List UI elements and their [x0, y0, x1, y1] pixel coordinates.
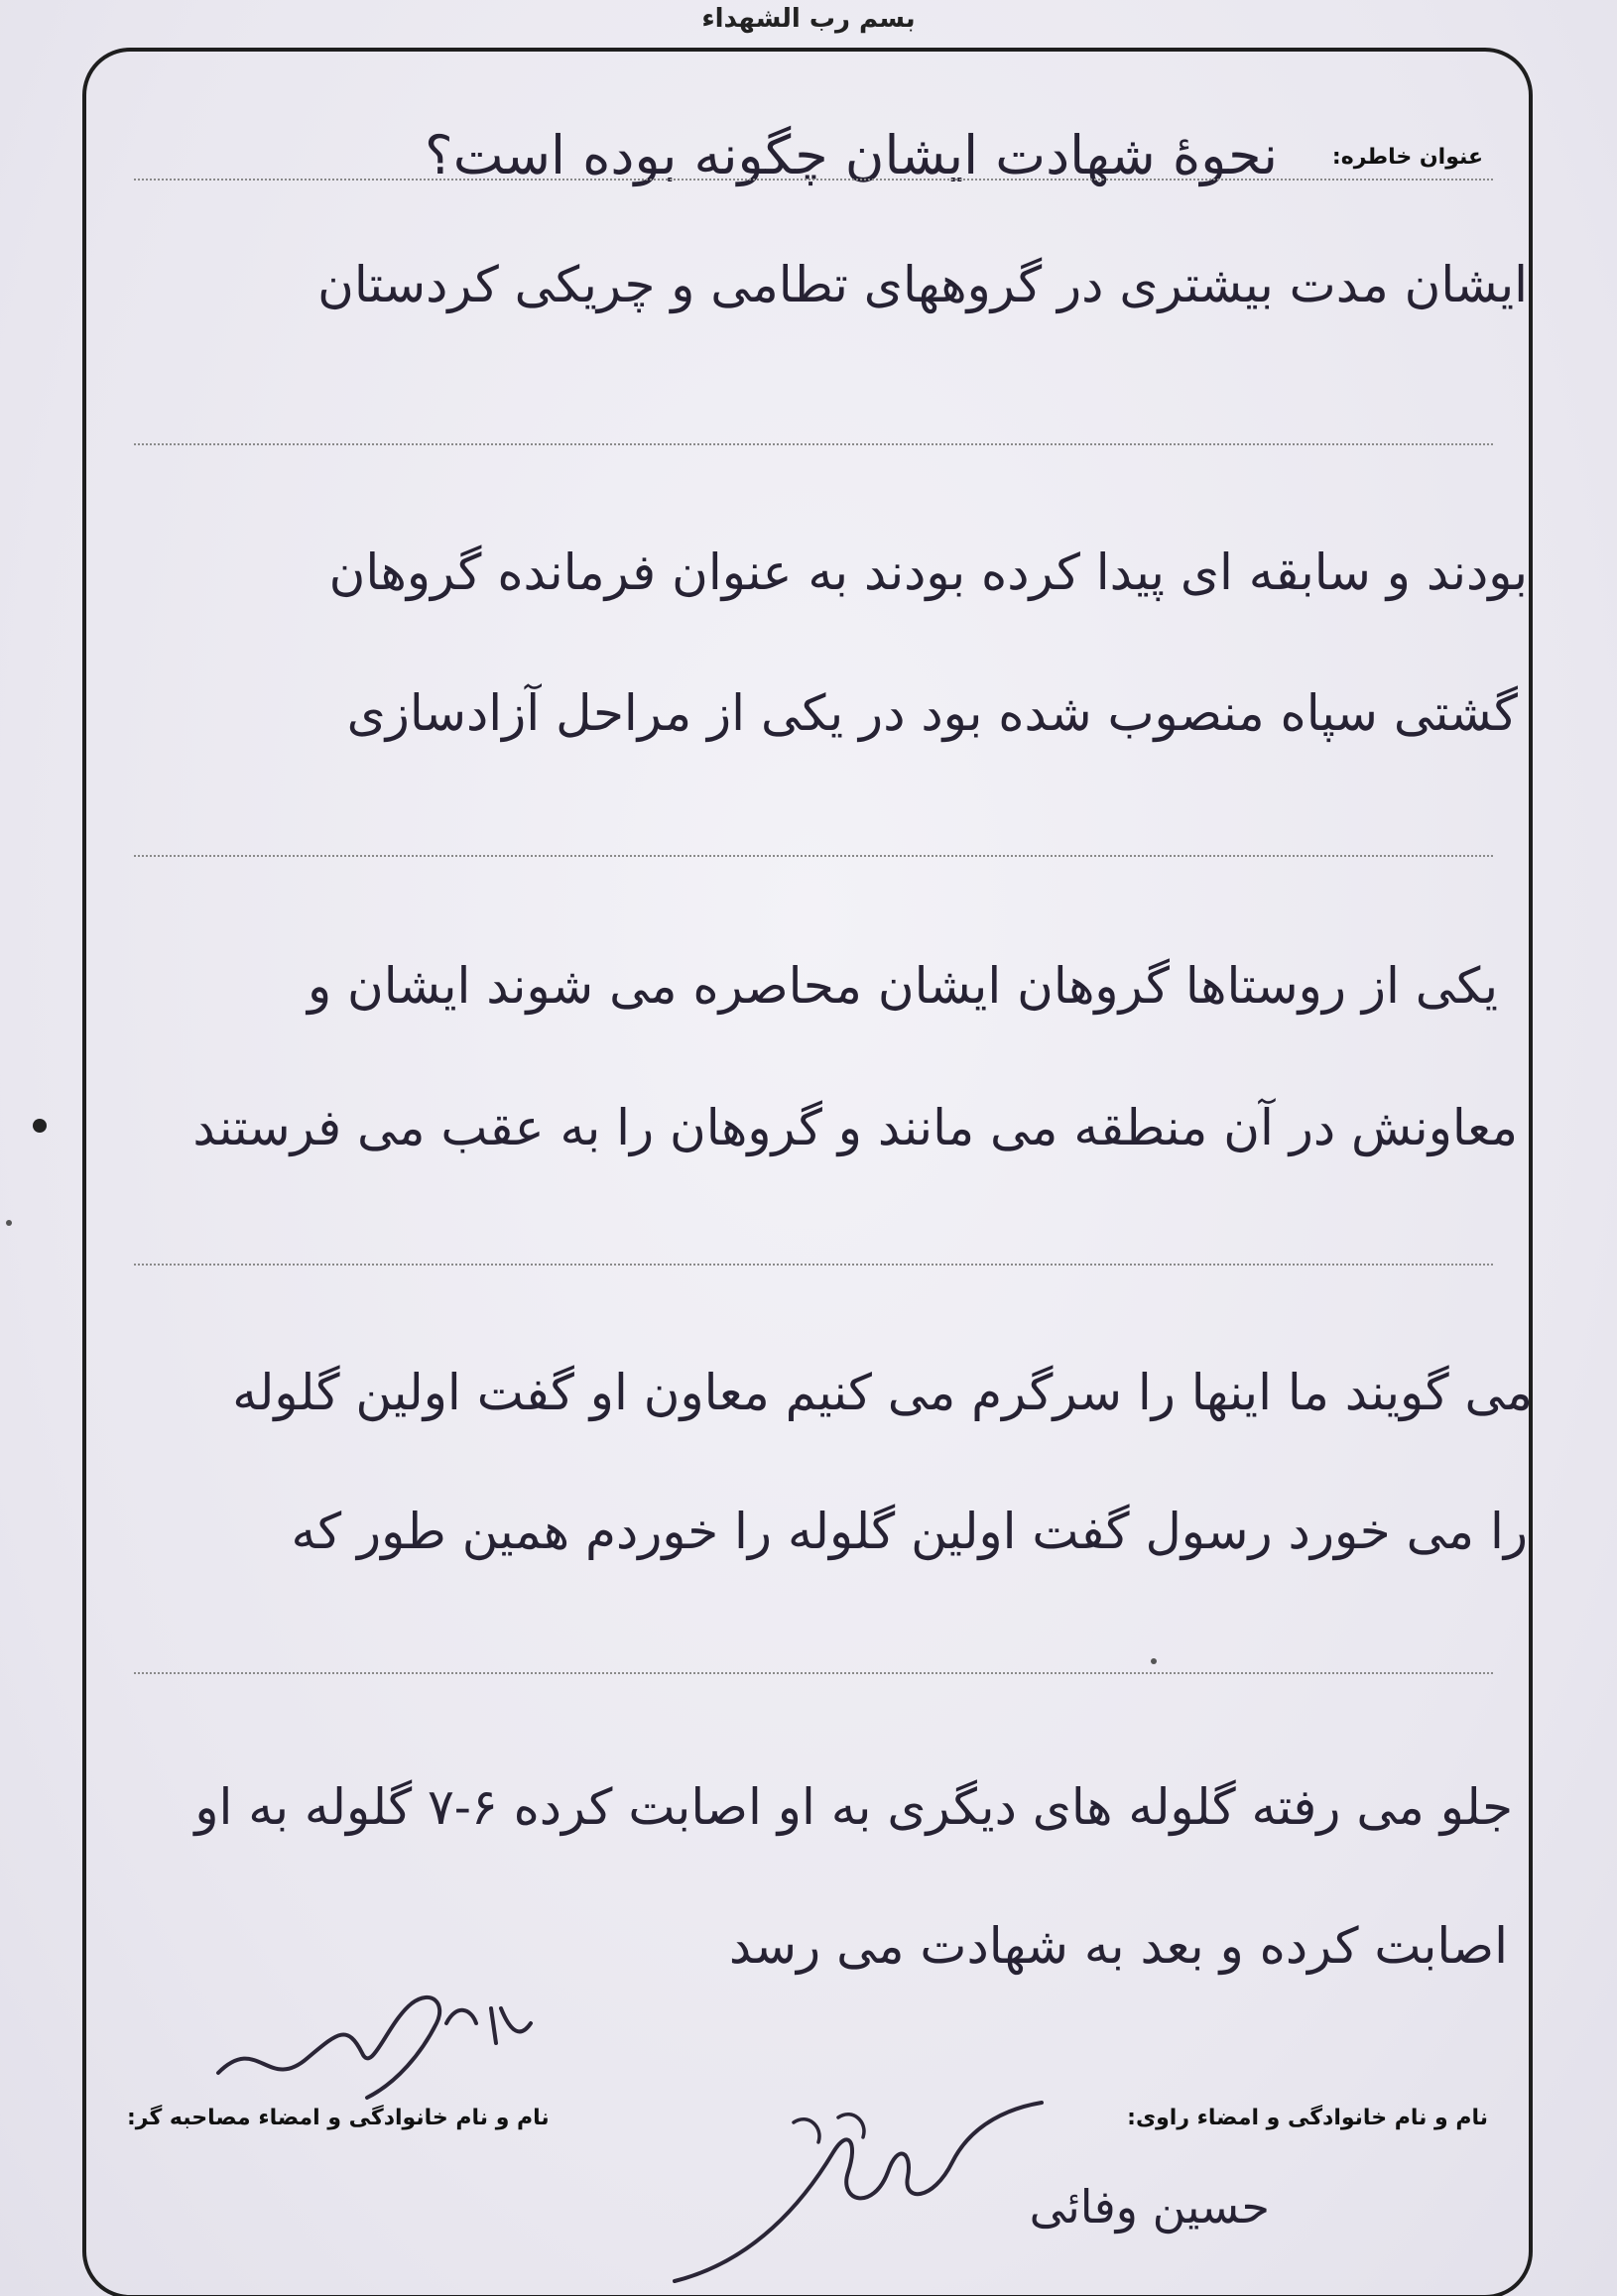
memoir-line: جلو می رفته گلوله های دیگری به او اصابت کرده ۶-۷ گلوله به او	[194, 1778, 1513, 1836]
memoir-line: را می خورد رسول گفت اولین گلوله را خوردم همین طور که	[291, 1503, 1528, 1560]
margin-dot	[6, 1220, 12, 1226]
narrator-signature	[635, 2083, 1052, 2296]
ruled-line	[134, 855, 1493, 857]
ruled-line	[134, 1264, 1493, 1266]
topic-label: عنوان خاطره:	[1331, 145, 1483, 170]
narrator-label: نام و نام خانوادگی و امضاء راوی:	[1127, 2106, 1488, 2130]
memoir-line: بودند و سابقه ای پیدا کرده بودند به عنوان فرمانده گروهان	[328, 544, 1528, 601]
narrator-name: حسین وفائی	[1029, 2180, 1270, 2234]
memoir-line: یکی از روستاها گروهان ایشان محاصره می شوند ایشان و	[308, 957, 1498, 1015]
memoir-line: معاونش در آن منطقه می مانند و گروهان را به عقب می فرستند	[192, 1099, 1518, 1156]
memoir-line: اصابت کرده و بعد به شهادت می رسد	[728, 1917, 1508, 1975]
header-title: بسم رب الشهداء	[701, 4, 916, 34]
ruled-line	[134, 179, 1493, 181]
margin-dot	[1151, 1658, 1157, 1664]
memoir-line: گشتی سپاه منصوب شده بود در یکی از مراحل آزادسازی	[346, 684, 1518, 742]
memoir-line: ایشان مدت بیشتری در گروههای تطامی و چریکی کردستان	[317, 256, 1528, 313]
memoir-line: می گویند ما اینها را سرگرم می کنیم معاون او گفت اولین گلوله	[232, 1364, 1533, 1421]
interviewer-signature	[198, 1964, 536, 2113]
interviewer-label: نام و نام خانوادگی و امضاء مصاحبه گر:	[127, 2106, 550, 2130]
ruled-line	[134, 1672, 1493, 1674]
ruled-line	[134, 443, 1493, 445]
margin-dot	[33, 1119, 47, 1133]
topic-value: نحوهٔ شهادت ایشان چگونه بوده است؟	[425, 124, 1278, 186]
